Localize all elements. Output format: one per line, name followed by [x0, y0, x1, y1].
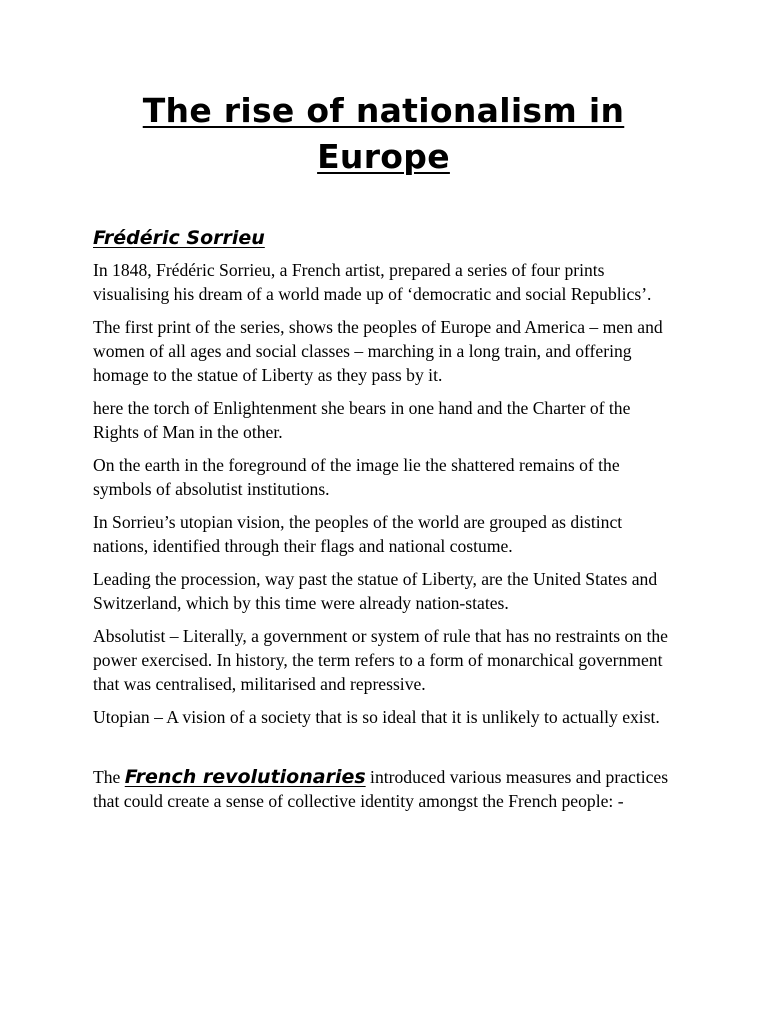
- paragraph: Leading the procession, way past the statue of Liberty, are the United States and Switzerland, which by this time were already nation-states.: [93, 569, 658, 613]
- definition-absolutist: Absolutist – Literally, a government or system of rule that has no restraints on the power exercised. In history, the term refers to a form of monarchical government that was centralised, militarised and repressive.: [93, 626, 668, 694]
- closing-paragraph: [93, 765, 674, 813]
- paragraph: here the torch of Enlightenment she bears in one hand and the Charter of the Rights of Man in the other.: [93, 398, 631, 442]
- closing-suffix: introduced various measures and practices that could create a sense of collective identity amongst the French people: -: [93, 767, 669, 811]
- closing-prefix: The: [93, 767, 125, 787]
- paragraph: The first print of the series, shows the peoples of Europe and America – men and women of all ages and social classes – marching in a long train, and offering homage to the statue of Liberty as they pass by it.: [93, 317, 663, 385]
- definition-utopian: Utopian – A vision of a society that is so ideal that it is unlikely to actually exist.: [93, 707, 660, 727]
- document-title: The rise of nationalism in Europe: [142, 91, 625, 176]
- french-revolutionaries-emphasis: French revolutionaries: [124, 766, 366, 788]
- paragraph: In 1848, Frédéric Sorrieu, a French artist, prepared a series of four prints visualising his dream of a world made up of ‘democratic and social Republics’.: [93, 260, 652, 304]
- paragraph: On the earth in the foreground of the image lie the shattered remains of the symbols of absolutist institutions.: [93, 455, 620, 499]
- blank-line: [93, 729, 674, 765]
- paragraph: In Sorrieu’s utopian vision, the peoples of the world are grouped as distinct nations, identified through their flags and national costume.: [93, 512, 623, 556]
- section-heading: Frédéric Sorrieu: [93, 227, 265, 249]
